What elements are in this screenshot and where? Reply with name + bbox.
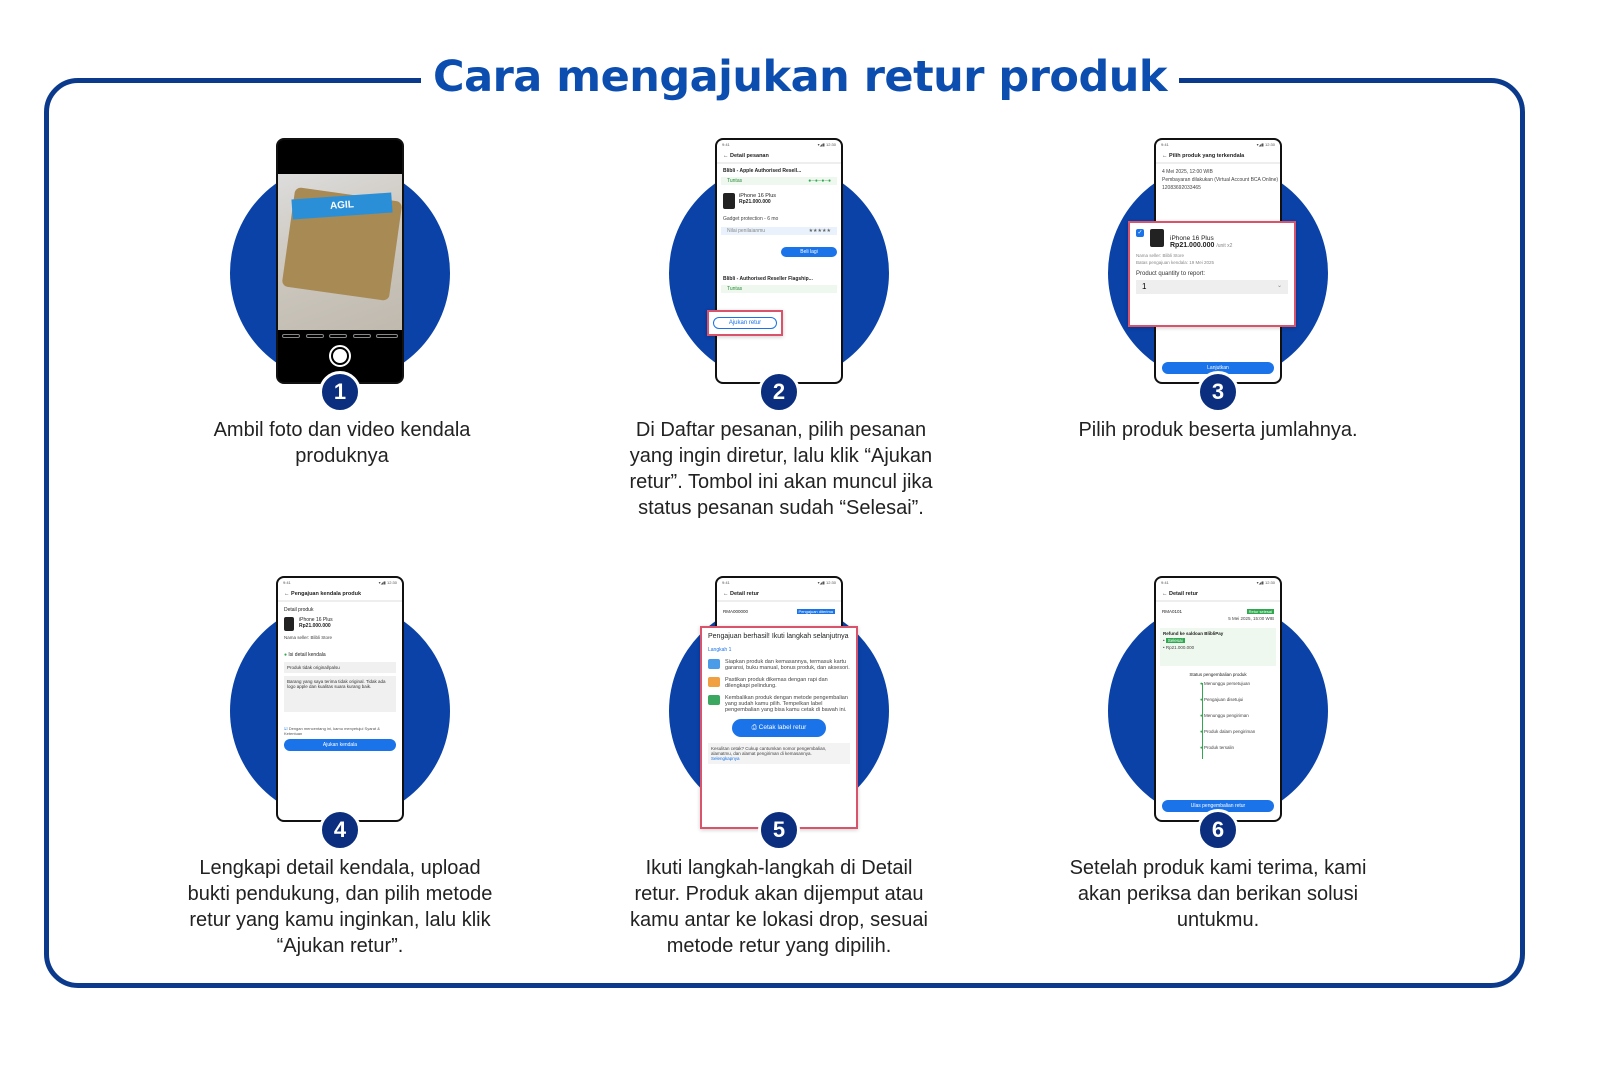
success-popup	[700, 626, 858, 829]
check-circle-icon: ●	[1200, 697, 1204, 702]
print-label-button[interactable]	[732, 719, 826, 737]
agree-checkbox[interactable]: ☑ Dengan mencentang ini, kamu menyetujui Syarat & Ketentuan	[284, 726, 380, 736]
return-date: 5 Mei 2025, 15:00 WIB	[1228, 616, 1274, 621]
store-name: Blibli - Apple Authorised Resell...	[723, 168, 802, 174]
instruction-item	[708, 659, 850, 671]
step-number-badge: 1	[319, 371, 361, 413]
phone-thumbnail	[1150, 229, 1164, 247]
box-icon	[708, 659, 720, 669]
section-title: Detail produk	[284, 607, 314, 613]
header-text: Detail pesanan	[730, 153, 769, 159]
screen-header	[717, 150, 841, 164]
print-note	[708, 743, 850, 764]
product-name: iPhone 16 Plus	[1170, 235, 1214, 242]
step-number-badge: 2	[758, 371, 800, 413]
header-text: Detail retur	[730, 591, 760, 597]
return-row	[717, 608, 841, 615]
header-text: Detail retur	[1169, 591, 1199, 597]
status-bar: 9:41 ▾◢▮ 12:30	[1161, 142, 1275, 147]
printer-icon: ⎙	[751, 724, 759, 731]
check-circle-icon: ●	[284, 652, 289, 658]
return-number: RMA0101	[1162, 609, 1183, 614]
product-row	[717, 187, 841, 215]
description-textarea[interactable]: Barang yang saya terima tidak original. Tidak ada logo apple dan kualitas suara kurang baik.	[284, 676, 396, 712]
deadline: Batas pengajuan kendala: 19 Mei 2025	[1136, 260, 1215, 265]
timeline-item	[1200, 681, 1280, 697]
protection-row[interactable]: Gadget protection - 6 mo	[723, 216, 779, 222]
product-name: iPhone 16 Plus	[299, 617, 333, 623]
instruction-text: Kembalikan produk dengan metode pengembalian yang sudah kamu pilih. Tempelkan label pengembalian yang bisa kamu cetak di bawah ini.	[725, 695, 848, 713]
check-circle-icon: ●	[1200, 729, 1204, 734]
refund-card: Refund ke saldoan BlibliPay • Selesai • Rp21.000.000	[1160, 628, 1276, 666]
print-label-text: Cetak label retur	[758, 724, 807, 731]
step-caption: Ikuti langkah-langkah di Detail retur. Produk akan dijemput atau kamu antar ke lokasi drop, sesuai metode retur yang dipilih.	[630, 857, 928, 957]
timeline-item	[1200, 713, 1280, 729]
submit-issue-button[interactable]: Ajukan kendala	[284, 739, 396, 751]
ajukan-retur-button[interactable]: Ajukan retur	[713, 317, 777, 329]
timeline	[1156, 677, 1280, 761]
screen-header	[1156, 150, 1280, 164]
screen-header	[278, 588, 402, 602]
order-date: 4 Mei 2025, 12:00 WIB	[1162, 169, 1213, 175]
header-text: Pilih produk yang terkendala	[1169, 153, 1245, 159]
check-circle-icon: ●	[1200, 681, 1204, 686]
issue-title	[278, 651, 402, 659]
order-status-2: Tuntas	[721, 285, 837, 293]
issue-title-text: Isi detail kendala	[288, 652, 326, 658]
screen-header	[1156, 588, 1280, 602]
status-bar: 9:41 ▾◢▮ 12:30	[722, 580, 836, 585]
shutter-button[interactable]	[329, 345, 351, 367]
quantity-label: Product quantity to report:	[1136, 271, 1206, 277]
product-price: Rp21.000.000	[1170, 242, 1215, 249]
step-caption: Pilih produk beserta jumlahnya.	[1078, 419, 1358, 441]
refund-status: Selesai	[1167, 638, 1183, 643]
instruction-text: Pastikan produk dikemas dengan rapi dan dilengkapi pelindung.	[725, 677, 828, 689]
rating-hint: Nilai penilaianmu	[727, 228, 766, 234]
status-bar: 9:41 ▾◢▮ 12:30	[722, 142, 836, 147]
refund-amount: Rp21.000.000	[1165, 645, 1195, 650]
step-caption: Ambil foto dan video kendala produknya	[213, 419, 471, 467]
note-text: Kesulitan cetak? Cukup cantumkan nomor pengembalian, alamatmu, dan alamat pengiriman di kemasannya.	[711, 746, 827, 756]
phone-return-status	[1154, 576, 1282, 822]
buy-again-button[interactable]: Beli lagi	[781, 247, 837, 257]
product-row	[1136, 229, 1288, 249]
return-row	[1156, 608, 1280, 615]
title-text: Cara mengajukan retur produk	[421, 52, 1179, 102]
back-arrow-icon[interactable]: ←	[723, 153, 731, 159]
rating-row[interactable]: Nilai penilaianmu ★★★★★	[721, 227, 837, 235]
instruction-item	[708, 677, 850, 689]
seller-name: Nama seller: Blibli Store	[1136, 253, 1185, 258]
seller-name: Nama seller: Blibli Store	[284, 635, 333, 640]
timeline-item	[1200, 745, 1280, 761]
screen-header	[717, 588, 841, 602]
checkbox-checked[interactable]: ✓	[1137, 230, 1143, 236]
timeline-text: Menunggu persetujuan	[1203, 681, 1251, 686]
order-number: 12083692033465	[1162, 185, 1201, 191]
back-arrow-icon[interactable]: ←	[284, 591, 292, 597]
back-arrow-icon[interactable]: ←	[1162, 591, 1170, 597]
return-number: RMA000000	[723, 609, 749, 614]
photo-label: AGIL	[291, 193, 392, 220]
label-icon	[708, 695, 720, 705]
phone-order-detail	[715, 138, 843, 384]
camera-modes	[282, 334, 398, 338]
popup-title: Pengajuan berhasil! Ikuti langkah selanjutnya	[708, 633, 849, 640]
quantity-select[interactable]	[1136, 280, 1288, 294]
issue-type-select[interactable]: Produk tidak original/palsu	[284, 662, 396, 673]
phone-camera	[276, 138, 404, 384]
quantity-value: 1	[1142, 282, 1147, 291]
instruction-item	[708, 695, 850, 713]
phone-thumbnail	[723, 193, 735, 209]
product-unit: /unit x2	[1216, 243, 1233, 249]
product-photo	[278, 174, 402, 330]
step-caption: Lengkapi detail kendala, upload bukti pendukung, dan pilih metode retur yang kamu inginkan, lalu klik “Ajukan retur”.	[187, 857, 493, 957]
status-badge: Retur selesai	[1248, 609, 1272, 614]
highlight-box	[707, 310, 783, 336]
check-circle-icon: ●	[1200, 713, 1204, 718]
timeline-text: Pengajuan disetujui	[1203, 697, 1244, 702]
product-row	[278, 614, 402, 634]
timeline-item	[1200, 697, 1280, 713]
order-status: Tuntas ●─●─●─●	[721, 177, 837, 185]
step-number-badge: 5	[758, 809, 800, 851]
phone-issue-form	[276, 576, 404, 822]
order-actions	[717, 239, 841, 261]
chevron-down-icon: ⌄	[1276, 283, 1282, 289]
payment-info: Pembayaran dilakukan (Virtual Account BCA Online)	[1162, 177, 1279, 183]
timeline-text: Produk dalam pengiriman	[1203, 729, 1256, 734]
check-circle-icon: ●	[1200, 745, 1204, 750]
timeline-item	[1200, 729, 1280, 745]
refund-title: Refund ke saldoan BlibliPay	[1163, 631, 1224, 636]
step-number-badge: 6	[1197, 809, 1239, 851]
step-caption: Setelah produk kami terima, kami akan periksa dan berikan solusi untukmu.	[1069, 857, 1367, 931]
package-icon	[708, 677, 720, 687]
step-caption: Di Daftar pesanan, pilih pesanan yang ingin diretur, lalu klik “Ajukan retur”. Tombol ini akan muncul jika status pesanan sudah “Selesai”.	[629, 419, 933, 519]
product-select-card	[1128, 221, 1296, 327]
phone-thumbnail	[284, 617, 294, 631]
step-number-badge: 3	[1197, 371, 1239, 413]
page-title	[0, 52, 1600, 102]
instruction-text: Siapkan produk dan kemasannya, termasuk kartu garansi, buku manual, bonus produk, dan aksesori.	[725, 659, 850, 671]
product-price: Rp21.000.000	[299, 623, 331, 629]
status-text: Tuntas	[727, 178, 743, 184]
status-badge: Pengajuan diterima	[798, 609, 833, 614]
timeline-text: Menunggu pengiriman	[1203, 713, 1249, 718]
timeline-text: Produk tersalin	[1203, 745, 1234, 750]
step-label: Langkah 1	[708, 647, 732, 653]
timeline-title: Status pengembalian produk	[1189, 672, 1247, 677]
back-arrow-icon[interactable]: ←	[723, 591, 731, 597]
step-number-badge: 4	[319, 809, 361, 851]
status-bar: 9:41 ▾◢▮ 12:30	[1161, 580, 1275, 585]
status-bar: 9:41 ▾◢▮ 12:30	[283, 580, 397, 585]
product-name: iPhone 16 Plus	[739, 193, 776, 199]
product-price: Rp21.000.000	[739, 199, 771, 205]
more-link[interactable]: Selengkapnya	[711, 756, 740, 761]
review-return-button[interactable]: Ulas pengembalian retur	[1162, 800, 1274, 812]
continue-button[interactable]: Lanjutkan	[1162, 362, 1274, 374]
header-text: Pengajuan kendala produk	[291, 591, 362, 597]
agree-text: Dengan mencentang ini, kamu menyetujui Syarat & Ketentuan	[284, 726, 380, 736]
store-name-2: Blibli - Authorised Reseller Flagship...	[723, 276, 813, 282]
back-arrow-icon[interactable]: ←	[1162, 153, 1170, 159]
